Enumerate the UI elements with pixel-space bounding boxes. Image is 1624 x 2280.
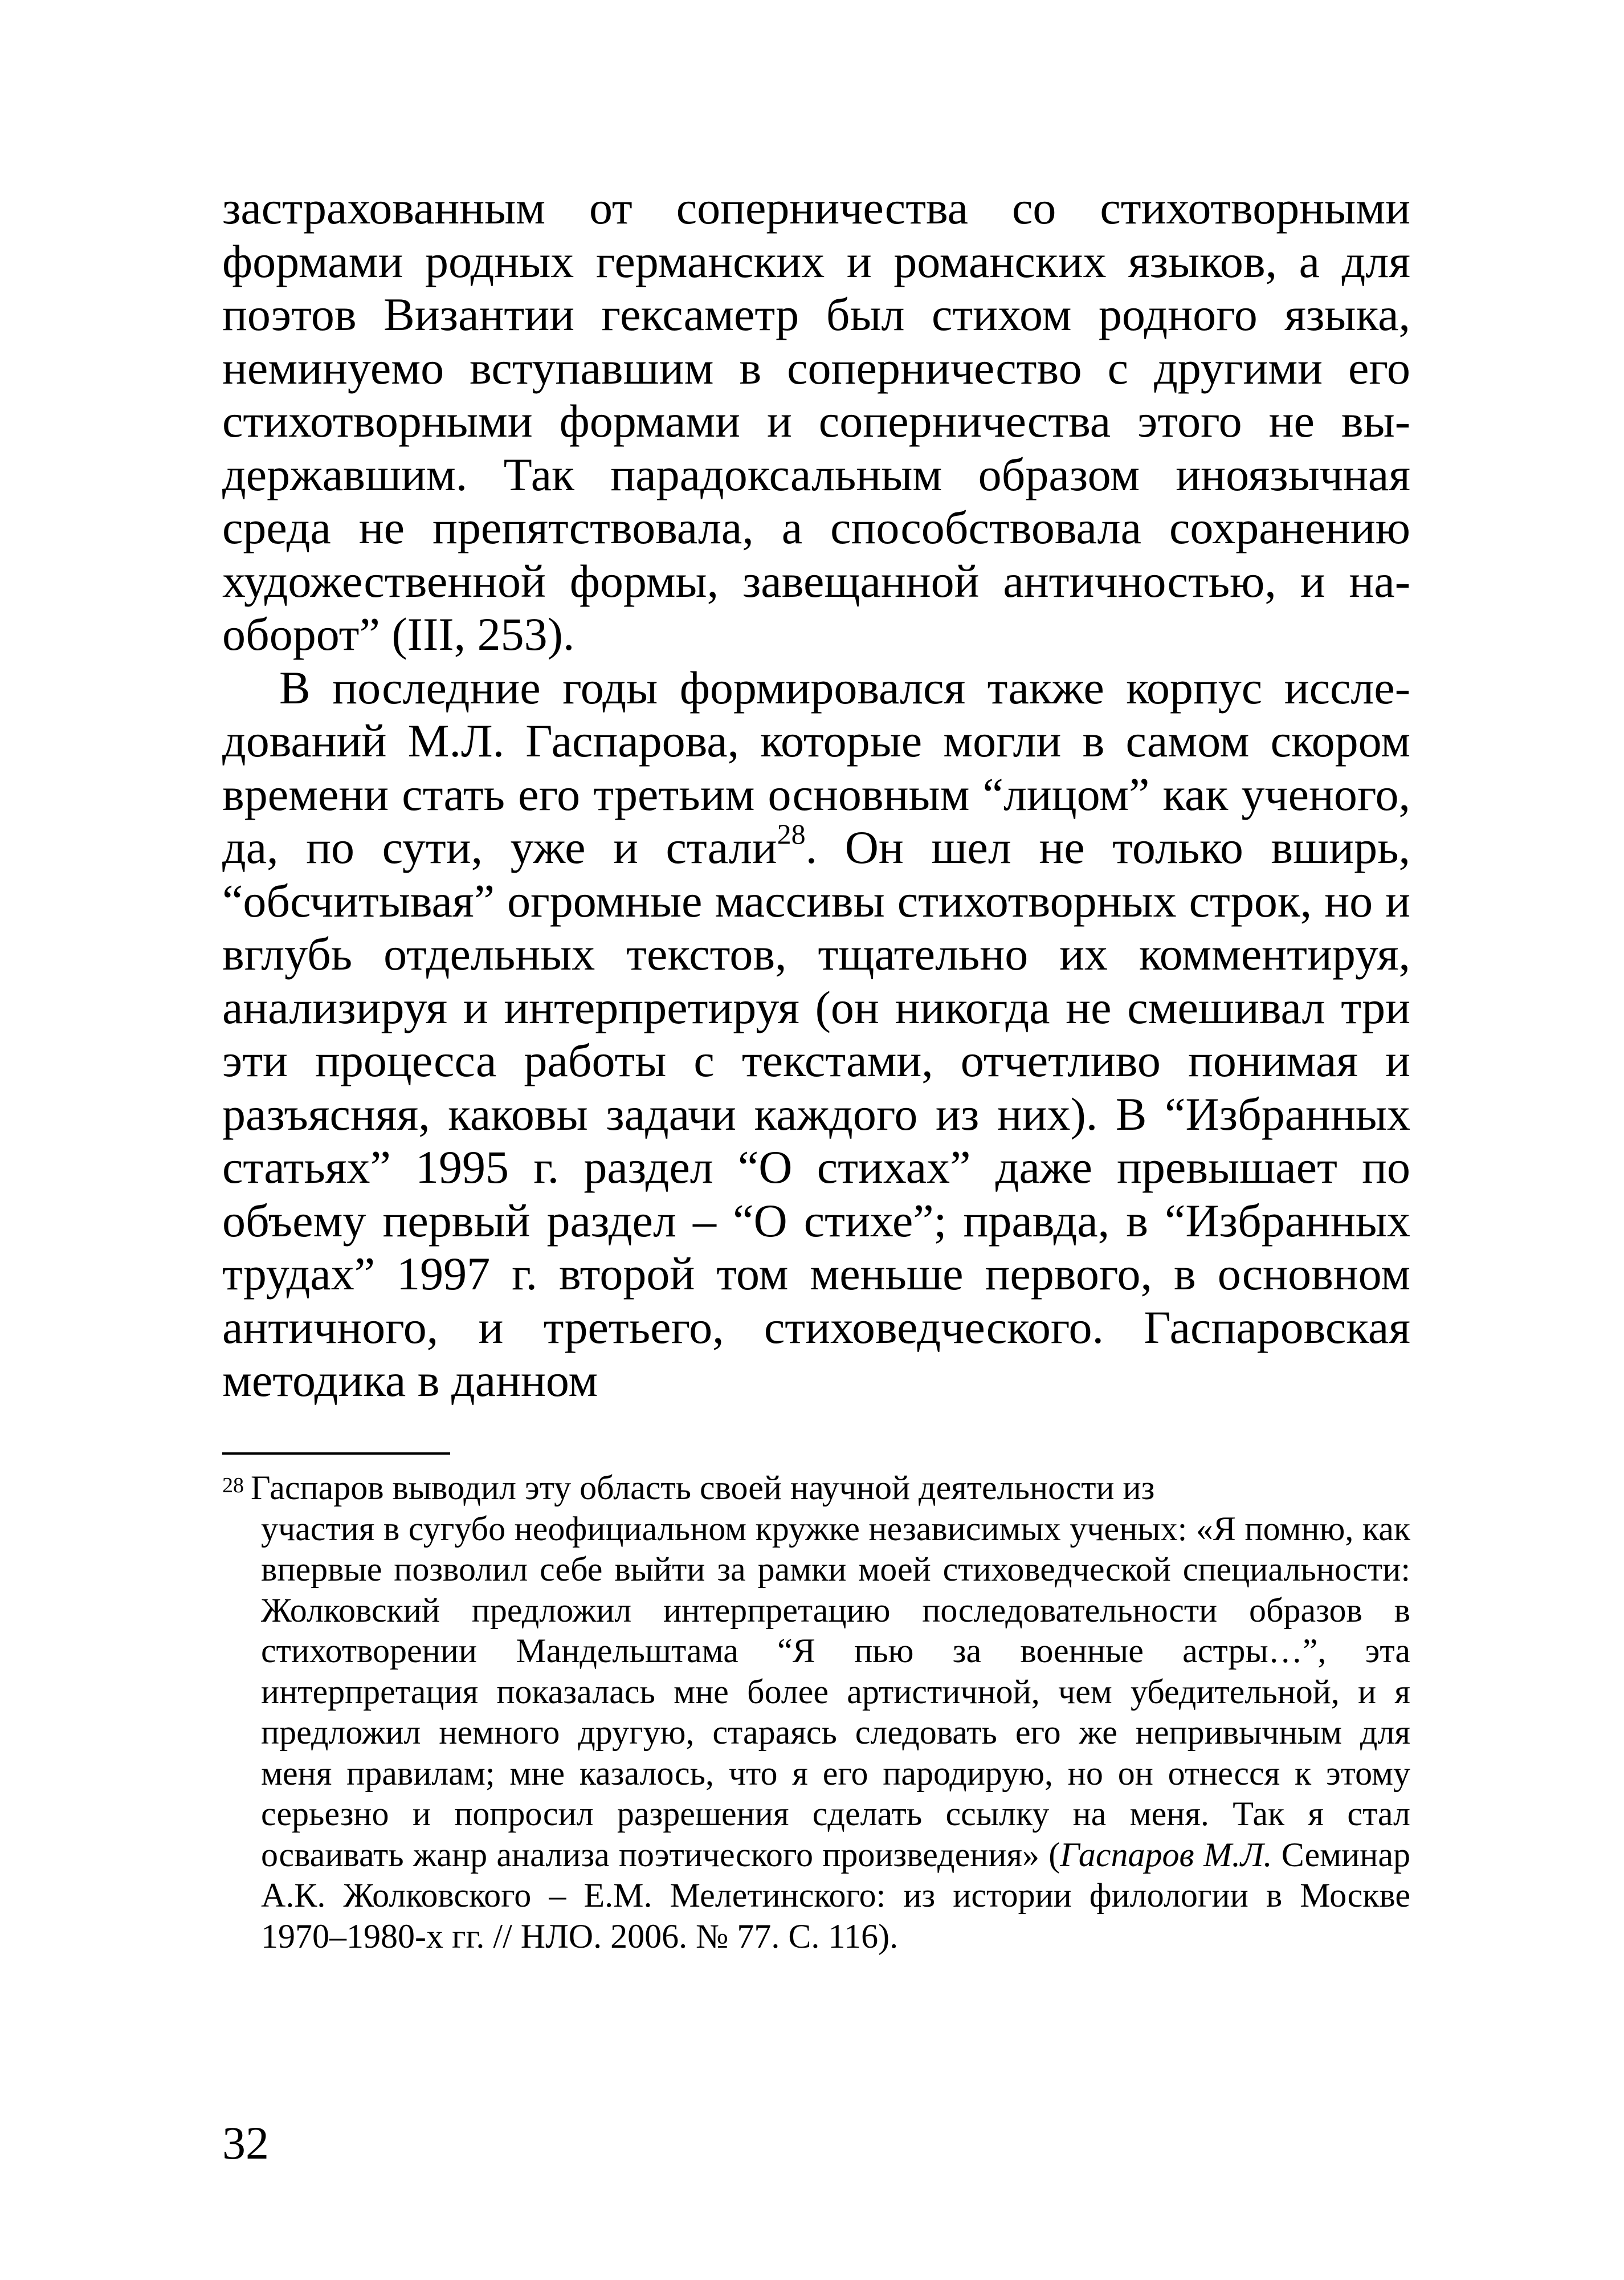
paragraph-text: В последние годы формировался также корпус исследований М.Л. Гаспарова, которые могли в самом скором времени стать его третьим основным “лицом” как ученого, да, по сути, уже и стали — [222, 661, 1410, 873]
footnote-first-line — [222, 1468, 1410, 1509]
paragraph-text: . Он шел не только вширь, “обсчитывая” огромные массивы стихотворных строк, но и вглубь отдельных текстов, тщательно их комментируя, анализируя и интерпретируя (он никогда не смешивал три эти процесса работы с текстами, отчетливо понимая и разъясняя, каковы задачи каждого из них). В “Избранных статьях” 1995 г. раздел “О стихах” даже превышает по объему первый раздел – “О стихе”; правда, в “Избранных трудах” 1997 г. второй том меньше первого, в основном античного, и третьего, стиховедческого. Гаспаровская методика в данном — [222, 821, 1410, 1406]
footnote-separator — [222, 1452, 450, 1455]
footnote-text: Семинар А.К. Жолковского – Е.М. Мелетинского: из истории филологии в Москве 1970–1980-х гг. // НЛО. 2006. № 77. С. 116). — [261, 1835, 1410, 1955]
footnote-text: участия в сугубо неофициальном кружке независимых ученых: «Я помню, как впервые позволил себе выйти за рамки моей стиховедческой специальности: Жолковский предложил интерпретацию последовательности образов в стихотворении Мандельштама “Я пью за военные астры…”, эта интерпретация показалась мне более артистичной, чем убедительной, и я предложил немного другую, стараясь следовать его же непривычным для меня правилам; мне казалось, что я его пародирую, но он отнесся к этому серьезно и попросил разрешения сделать ссылку на меня. Так я стал осваивать жанр анализа поэтического произведения» ( — [261, 1509, 1410, 1874]
page-number: 32 — [222, 2117, 269, 2169]
footnote-continuation — [222, 1509, 1410, 1957]
footnote-mark: 28 — [222, 1473, 244, 1497]
paragraph: застрахованным от соперничества со стихотворными формами родных германских и романских языков, а для поэтов Византии гексаметр был стихом родного языка, неминуемо вступавшим в соперничество с другими его стихотворными формами и соперничества этого не выдержавшим. Так парадоксальным образом иноязычная среда не препятствовала, а способствовала сохранению художественной формы, завещанной античностью, и наоборот” (III, 253). — [222, 182, 1410, 660]
footnote-text: Гаспаров выводил эту область своей научной деятельности из — [251, 1469, 1155, 1507]
footnote-reference[interactable]: 28 — [777, 817, 806, 850]
main-text — [222, 181, 1410, 1407]
footnote — [222, 1468, 1410, 1957]
paragraph — [222, 661, 1410, 1407]
citation-author: Гаспаров М.Л. — [1060, 1835, 1272, 1874]
